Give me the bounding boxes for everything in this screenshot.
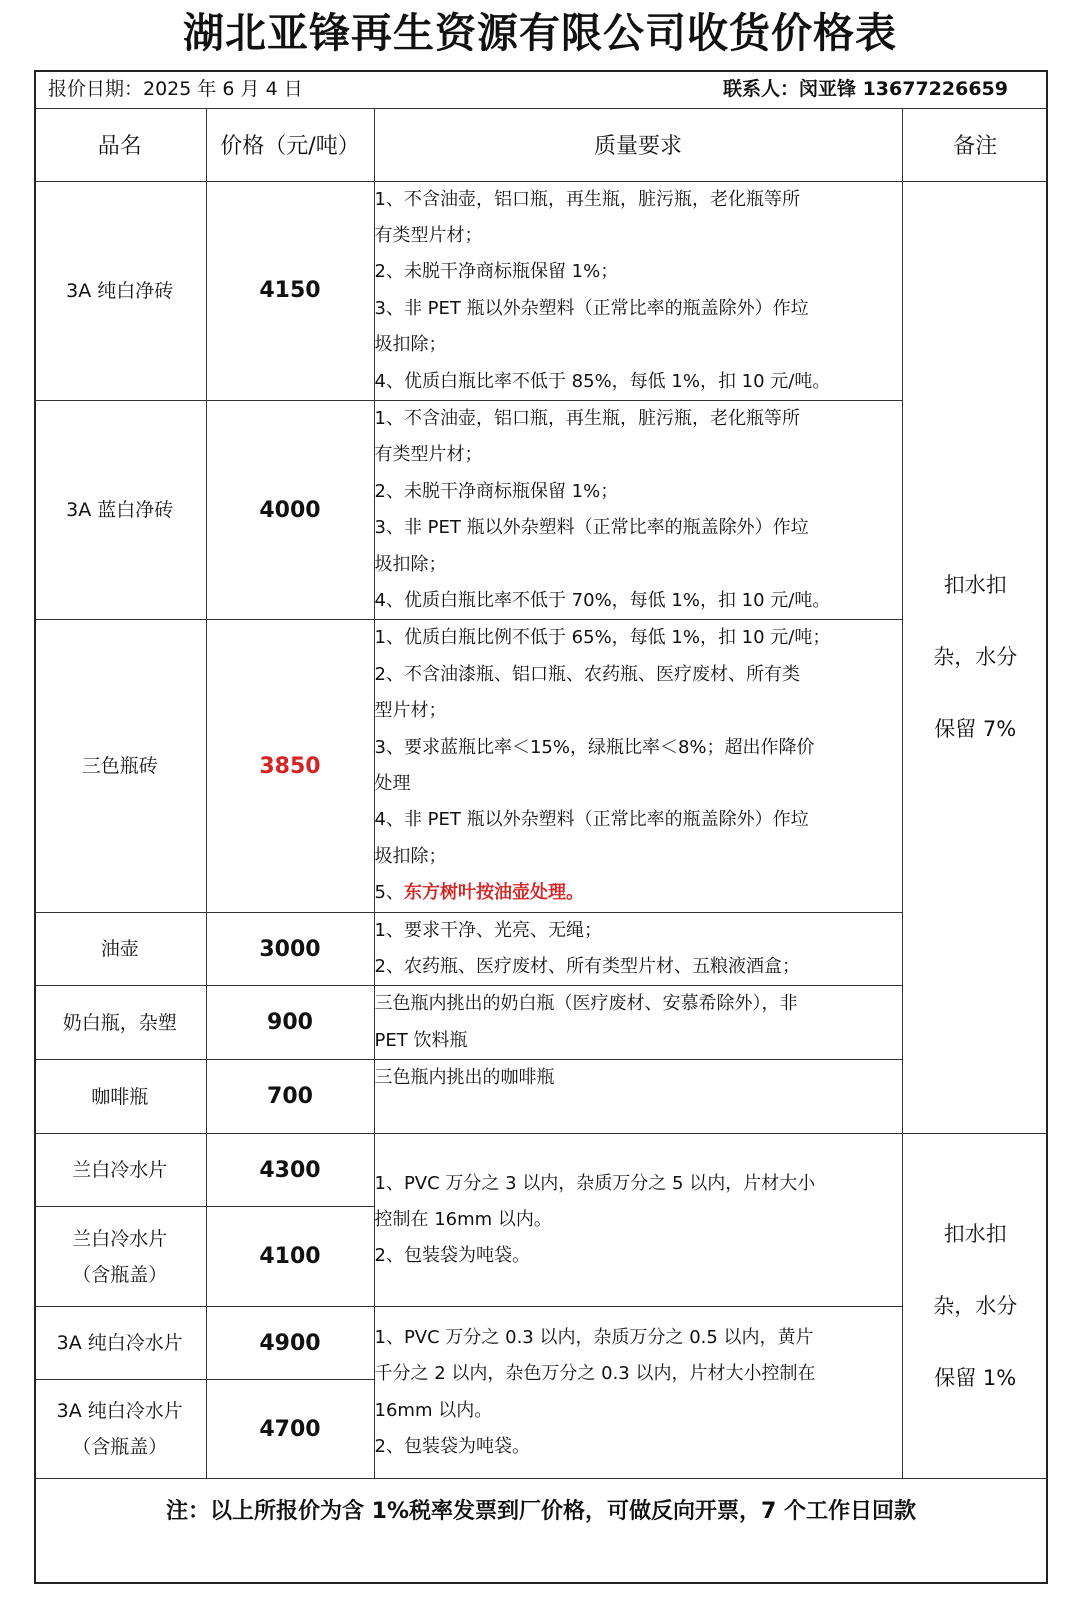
requirement-line: 2、包装袋为吨袋。	[374, 1245, 530, 1267]
header-quality: 质量要求	[374, 109, 902, 181]
item-price: 4150	[206, 181, 374, 400]
item-price: 3000	[206, 912, 374, 986]
item-name: 奶白瓶，杂塑	[34, 986, 206, 1060]
item-name	[34, 1380, 206, 1479]
requirement-line: 三色瓶内挑出的咖啡瓶	[374, 1067, 555, 1089]
item-price: 4900	[206, 1307, 374, 1380]
item-name-line: （含瓶盖）	[72, 1436, 168, 1459]
requirement-line: 1、要求干净、光亮、无绳；	[374, 919, 602, 941]
quality-requirements-chunbai	[374, 1307, 902, 1479]
quality-requirements	[374, 620, 902, 912]
requirement-prefix: 5、	[374, 882, 404, 904]
table-row	[34, 400, 1048, 619]
requirement-line: 1、PVC 万分之 0.3 以内，杂质万分之 0.5 以内，黄片	[374, 1326, 814, 1348]
requirement-line: 1、不含油壶，铝口瓶，再生瓶，脏污瓶，老化瓶等所	[374, 188, 800, 210]
requirement-line: 2、不含油漆瓶、铝口瓶、农药瓶、医疗废材、所有类	[374, 663, 800, 685]
info-bar	[34, 70, 1048, 109]
remark-line: 保留 7%	[934, 717, 1017, 742]
item-name: 三色瓶砖	[34, 620, 206, 912]
quality-requirements	[374, 400, 902, 619]
contact-info: 联系人：闵亚锋 13677226659	[722, 78, 1008, 100]
item-name-line: 兰白冷水片	[72, 1227, 168, 1250]
requirement-line: 1、不含油壶，铝口瓶，再生瓶，脏污瓶，老化瓶等所	[374, 407, 800, 429]
table-row	[34, 986, 1048, 1060]
requirement-line: 2、包装袋为吨袋。	[374, 1436, 530, 1458]
requirement-line: 2、未脱干净商标瓶保留 1%；	[374, 261, 619, 283]
requirement-line: 圾扣除；	[374, 845, 447, 867]
requirement-line: 控制在 16mm 以内。	[374, 1209, 552, 1231]
requirement-line: 三色瓶内挑出的奶白瓶（医疗废材、安慕希除外），非	[374, 993, 798, 1015]
page-title: 湖北亚锋再生资源有限公司收货价格表	[183, 9, 897, 57]
remark-line: 保留 1%	[934, 1366, 1017, 1391]
requirement-line: 3、要求蓝瓶比率＜15%，绿瓶比率＜8%；超出作降价	[374, 736, 815, 758]
table-row	[34, 912, 1048, 986]
table-row	[34, 620, 1048, 912]
requirement-line: 有类型片材；	[374, 444, 483, 466]
quality-requirements-lanbai	[374, 1134, 902, 1307]
requirement-line: 1、优质白瓶比例不低于 65%，每低 1%，扣 10 元/吨；	[374, 627, 831, 649]
item-price: 4700	[206, 1380, 374, 1479]
item-name: 3A 纯白净砖	[34, 181, 206, 400]
item-name-line: （含瓶盖）	[72, 1263, 168, 1286]
quality-requirements	[374, 1060, 902, 1134]
quote-date: 报价日期：2025 年 6 月 4 日	[48, 78, 303, 100]
requirement-line: 型片材；	[374, 700, 447, 722]
requirement-line: 3、非 PET 瓶以外杂塑料（正常比率的瓶盖除外）作垃	[374, 297, 809, 319]
requirement-line: PET 饮料瓶	[374, 1029, 468, 1051]
item-price: 3850	[206, 620, 374, 912]
remark-bottles	[902, 181, 1048, 1134]
item-price: 700	[206, 1060, 374, 1134]
table-row	[34, 1307, 1048, 1380]
requirement-line: 2、未脱干净商标瓶保留 1%；	[374, 480, 619, 502]
remark-line: 杂，水分	[933, 1294, 1018, 1319]
highlight-text: 东方树叶按油壶处理。	[403, 882, 584, 904]
item-name: 油壶	[34, 912, 206, 986]
item-price: 4000	[206, 400, 374, 619]
requirement-line: 有类型片材；	[374, 224, 483, 246]
remark-line: 扣水扣	[943, 573, 1007, 598]
requirement-line: 千分之 2 以内，杂色万分之 0.3 以内，片材大小控制在	[374, 1363, 816, 1385]
item-price: 900	[206, 986, 374, 1060]
header-row	[34, 109, 1048, 181]
header-note: 备注	[902, 109, 1048, 181]
price-table	[34, 109, 1048, 1479]
requirement-line: 4、优质白瓶比率不低于 85%，每低 1%，扣 10 元/吨。	[374, 370, 831, 392]
footer-note: 注：以上所报价为含 1%税率发票到厂价格，可做反向开票，7 个工作日回款	[166, 1499, 916, 1524]
requirement-line: 4、非 PET 瓶以外杂塑料（正常比率的瓶盖除外）作垃	[374, 809, 809, 831]
quality-requirements	[374, 181, 902, 400]
item-name: 咖啡瓶	[34, 1060, 206, 1134]
table-row	[34, 181, 1048, 400]
item-name-line: 3A 纯白冷水片	[56, 1400, 183, 1423]
header-name: 品名	[34, 109, 206, 181]
quality-requirements	[374, 912, 902, 986]
requirement-line: 圾扣除；	[374, 553, 447, 575]
remark-flakes	[902, 1134, 1048, 1479]
item-name: 兰白冷水片	[34, 1134, 206, 1207]
table-row	[34, 1060, 1048, 1134]
item-price: 4100	[206, 1207, 374, 1307]
remark-line: 扣水扣	[943, 1222, 1007, 1247]
table-row	[34, 1134, 1048, 1207]
remark-line: 杂，水分	[933, 645, 1018, 670]
requirement-line: 4、优质白瓶比率不低于 70%，每低 1%，扣 10 元/吨。	[374, 589, 831, 611]
requirement-line: 1、PVC 万分之 3 以内，杂质万分之 5 以内，片材大小	[374, 1172, 816, 1194]
requirement-line: 16mm 以内。	[374, 1399, 493, 1421]
item-price: 4300	[206, 1134, 374, 1207]
header-price: 价格（元/吨）	[206, 109, 374, 181]
requirement-line: 3、非 PET 瓶以外杂塑料（正常比率的瓶盖除外）作垃	[374, 517, 809, 539]
requirement-line: 圾扣除；	[374, 334, 447, 356]
requirement-line: 2、农药瓶、医疗废材、所有类型片材、五粮液酒盒；	[374, 956, 800, 978]
quality-requirements	[374, 986, 902, 1060]
requirement-line-highlight	[375, 875, 902, 911]
requirement-line: 处理	[374, 773, 411, 794]
item-name	[34, 1207, 206, 1307]
item-name: 3A 蓝白净砖	[34, 400, 206, 619]
item-name: 3A 纯白冷水片	[34, 1307, 206, 1380]
